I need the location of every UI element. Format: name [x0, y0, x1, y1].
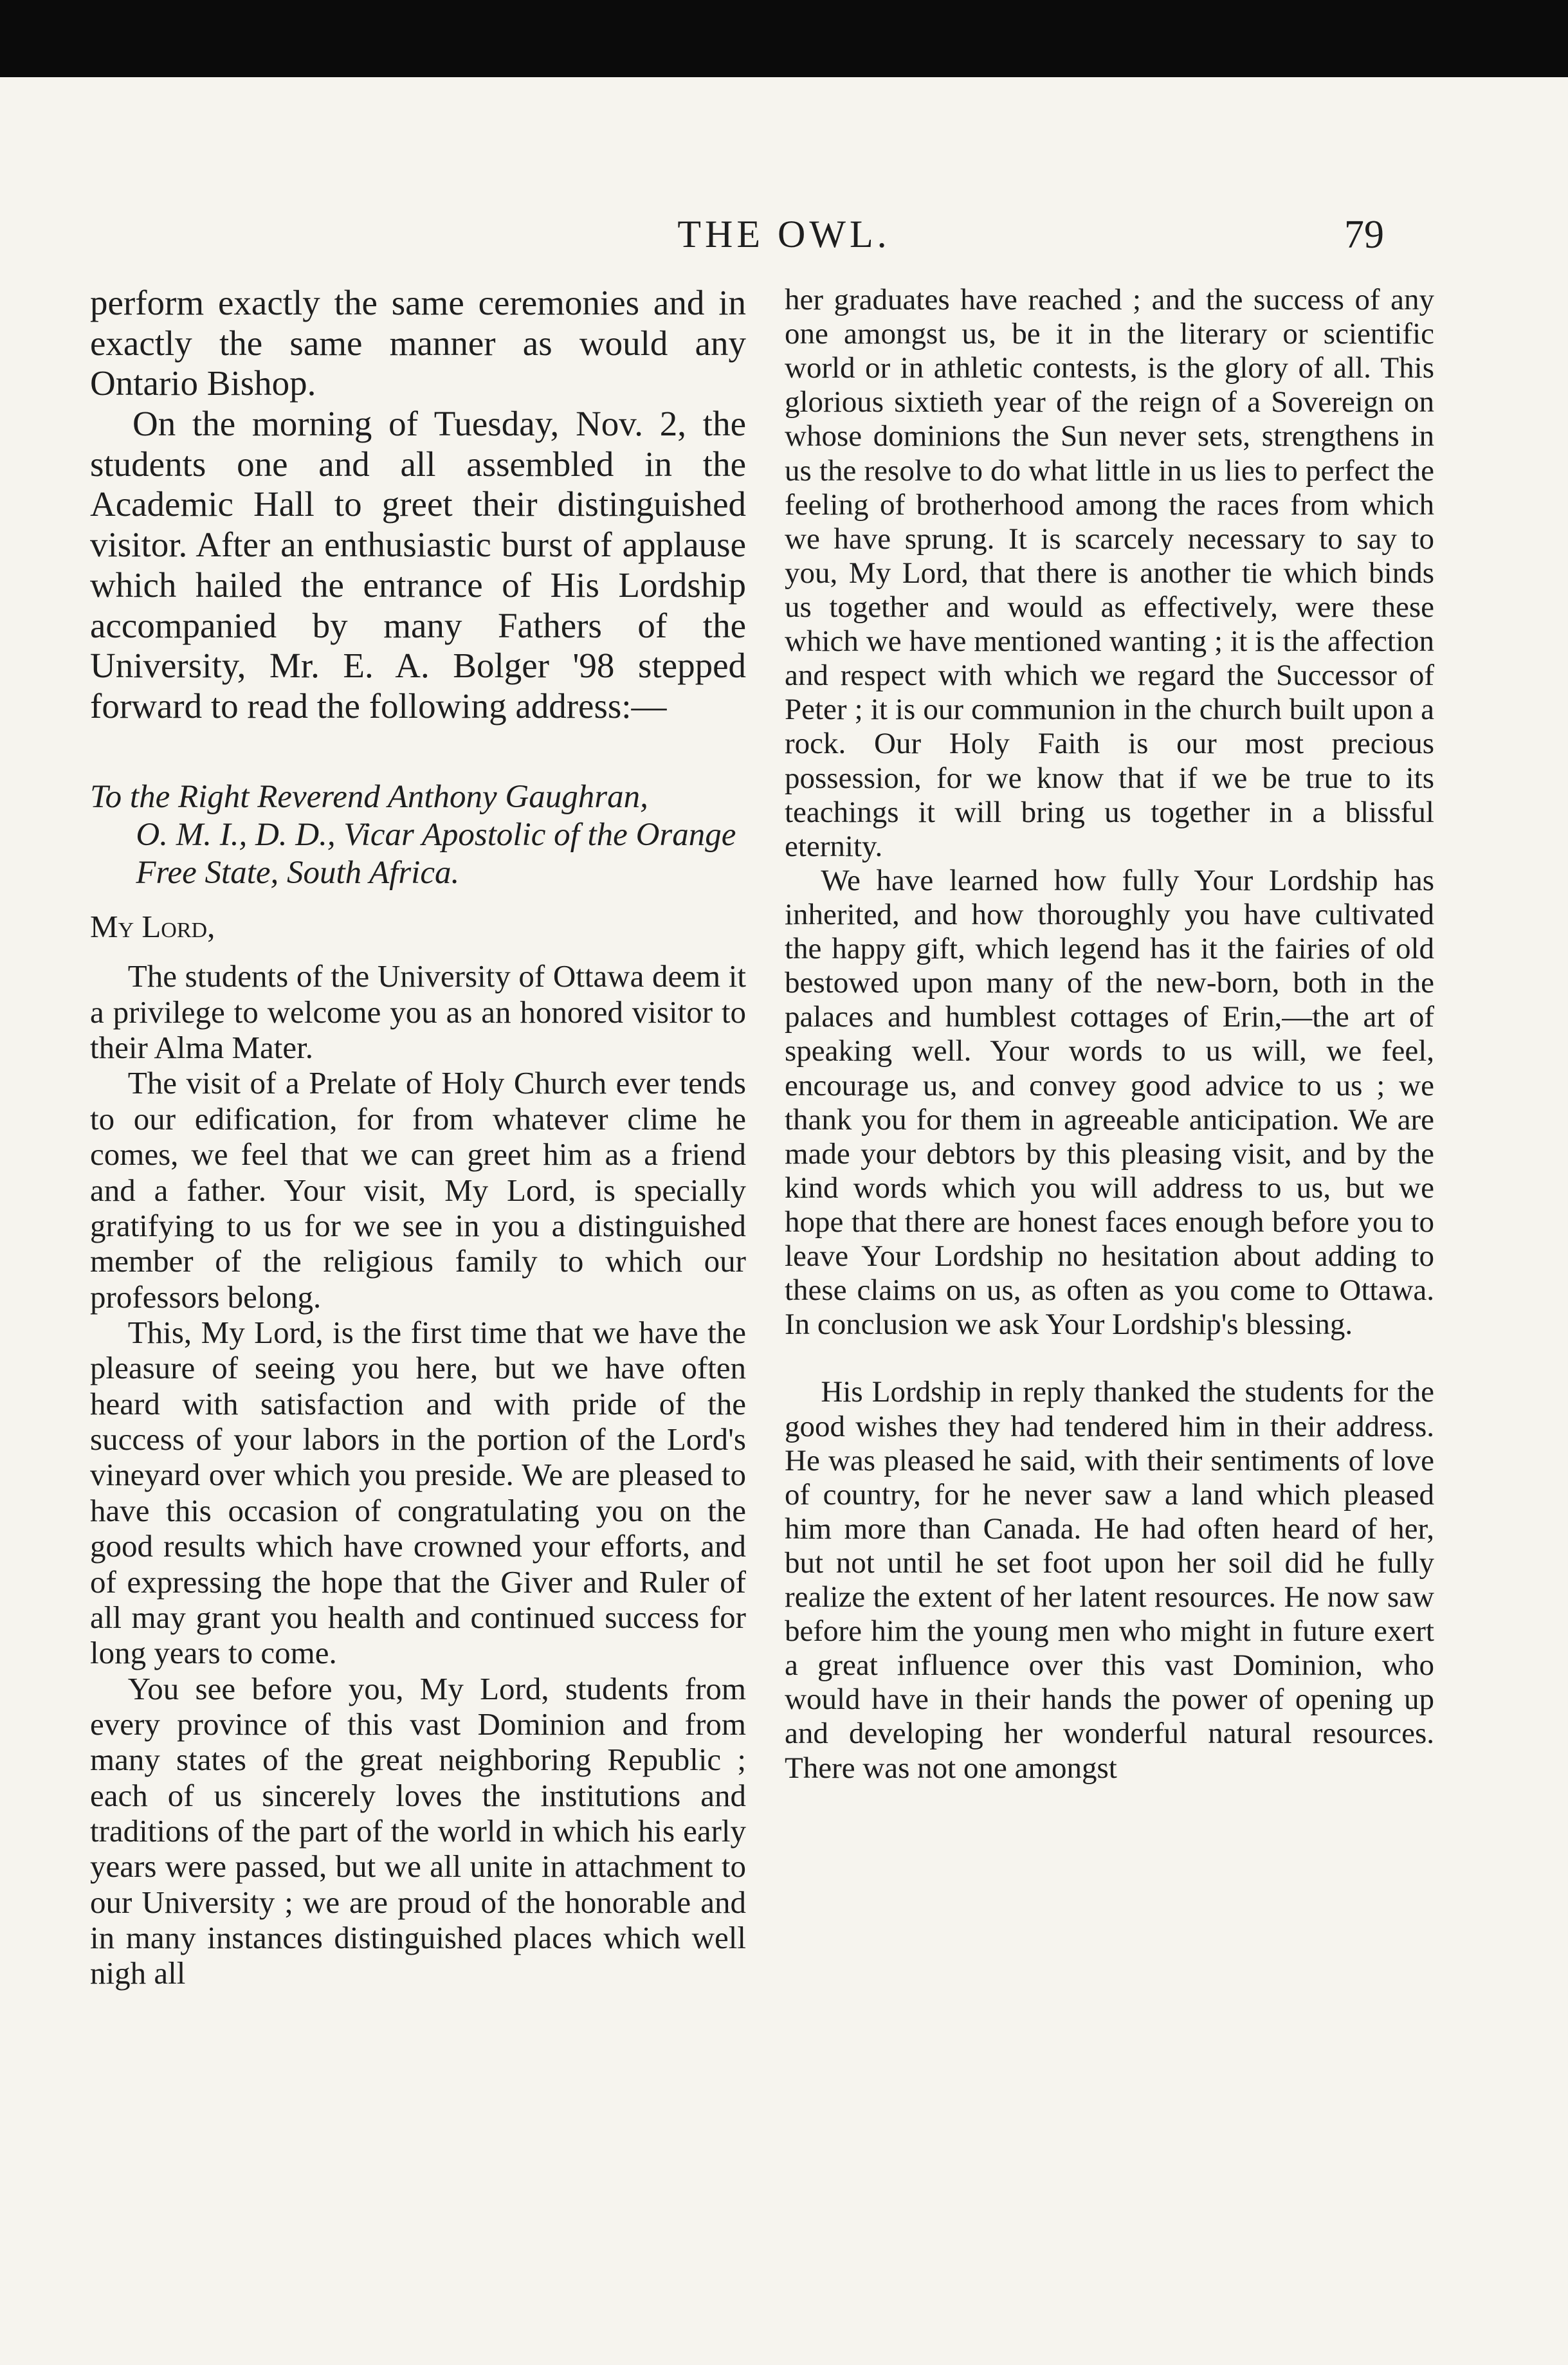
- paragraph: her graduates have reached ; and the success of any one amongst us, be it in the literary or scientific world or in athletic contests, is the glory of all. This glorious sixtieth year of the reign of a Sovereign on whose dominions the Sun never sets, strengthens in us the resolve to do what little in us lies to perfect the feeling of brotherhood among the races from which we have sprung. It is scarcely necessary to say to you, My Lord, that there is another tie which binds us together and would as effectively, were these which we have mentioned wanting ; it is the affection and respect with which we regard the Successor of Peter ; it is our communion in the church built upon a rock. Our Holy Faith is our most precious possession, for we know that if we be true to its teachings it will bring us together in a blissful eternity.: [785, 283, 1434, 863]
- address-recipient: [90, 778, 746, 892]
- paragraph: On the morning of Tuesday, Nov. 2, the students one and all assembled in the Academic Hall to greet their distinguished visitor. After an enthusiastic burst of applause which hailed the entrance of His Lordship accompanied by many Fathers of the University, Mr. E. A. Bolger '98 stepped forward to read the following address:—: [90, 404, 746, 726]
- paragraph: You see before you, My Lord, students from every province of this vast Dominion and from many states of the great neighboring Republic ; each of us sincerely loves the institutions and traditions of the part of the world in which his early years were passed, but we all unite in attachment to our University ; we are proud of the honorable and in many instances distinguished places which well nigh all: [90, 1670, 746, 1991]
- paragraph: The visit of a Prelate of Holy Church ever tends to our edification, for from whatever clime he comes, we feel that we can greet him as a friend and a father. Your visit, My Lord, is specially gratifying to us for we see in you a distinguished member of the religious family to which our professors belong.: [90, 1065, 746, 1315]
- paragraph: We have learned how fully Your Lordship has inherited, and how thoroughly you have cultivated the happy gift, which legend has it the fairies of old bestowed upon many of the new-born, both in the palaces and humblest cottages of Erin,—the art of speaking well. Your words to us will, we feel, encourage us, and convey good advice to us ; we thank you for them in agreeable anticipation. We are made your debtors by this pleasing visit, and by the kind words which you will address to us, but we hope that there are honest faces enough before you to leave Your Lordship no hesitation about adding to these claims on us, as often as you come to Ottawa. In conclusion we ask Your Lordship's blessing.: [785, 863, 1434, 1342]
- page-number: 79: [1344, 213, 1384, 257]
- salutation: My Lord,: [90, 909, 215, 945]
- addressee-line: To the Right Reverend Anthony Gaughran,: [90, 778, 648, 815]
- paragraph: The students of the University of Ottawa deem it a privilege to welcome you as an honored visitor to their Alma Mater.: [90, 958, 746, 1066]
- paragraph: His Lordship in reply thanked the students for the good wishes they had tendered him in their address. He was pleased he said, with their sentiments of love of country, for he never saw a land which pleased him more than Canada. He had often heard of her, but not until he set foot upon her soil did he fully realize the extent of her latent resources. He now saw before him the young men who might in future exert a great influence over this vast Dominion, who would have in their hands the power of opening up and developing her wonderful natural resources. There was not one amongst: [785, 1375, 1434, 1785]
- address-body: [90, 909, 746, 1991]
- paragraph: This, My Lord, is the first time that we have the pleasure of seeing you here, but we have often heard with satisfaction and with pride of the success of your labors in the portion of the Lord's vineyard over which you preside. We are pleased to have this occasion of congratulating you on the good results which have crowned your efforts, and of expressing the hope that the Giver and Ruler of all may grant you health and continued success for long years to come.: [90, 1314, 746, 1671]
- paragraph: perform exactly the same ceremonies and in exactly the same manner as would any Ontario Bishop.: [90, 283, 746, 403]
- address-body-continued: [785, 283, 1434, 1785]
- running-title: THE OWL.: [677, 213, 891, 255]
- left-column: [90, 283, 746, 1991]
- right-column: [785, 283, 1434, 1785]
- narrative-block: [90, 283, 746, 727]
- addressee-line: O. M. I., D. D., Vicar Apostolic of the Orange Free State, South Africa.: [136, 816, 736, 891]
